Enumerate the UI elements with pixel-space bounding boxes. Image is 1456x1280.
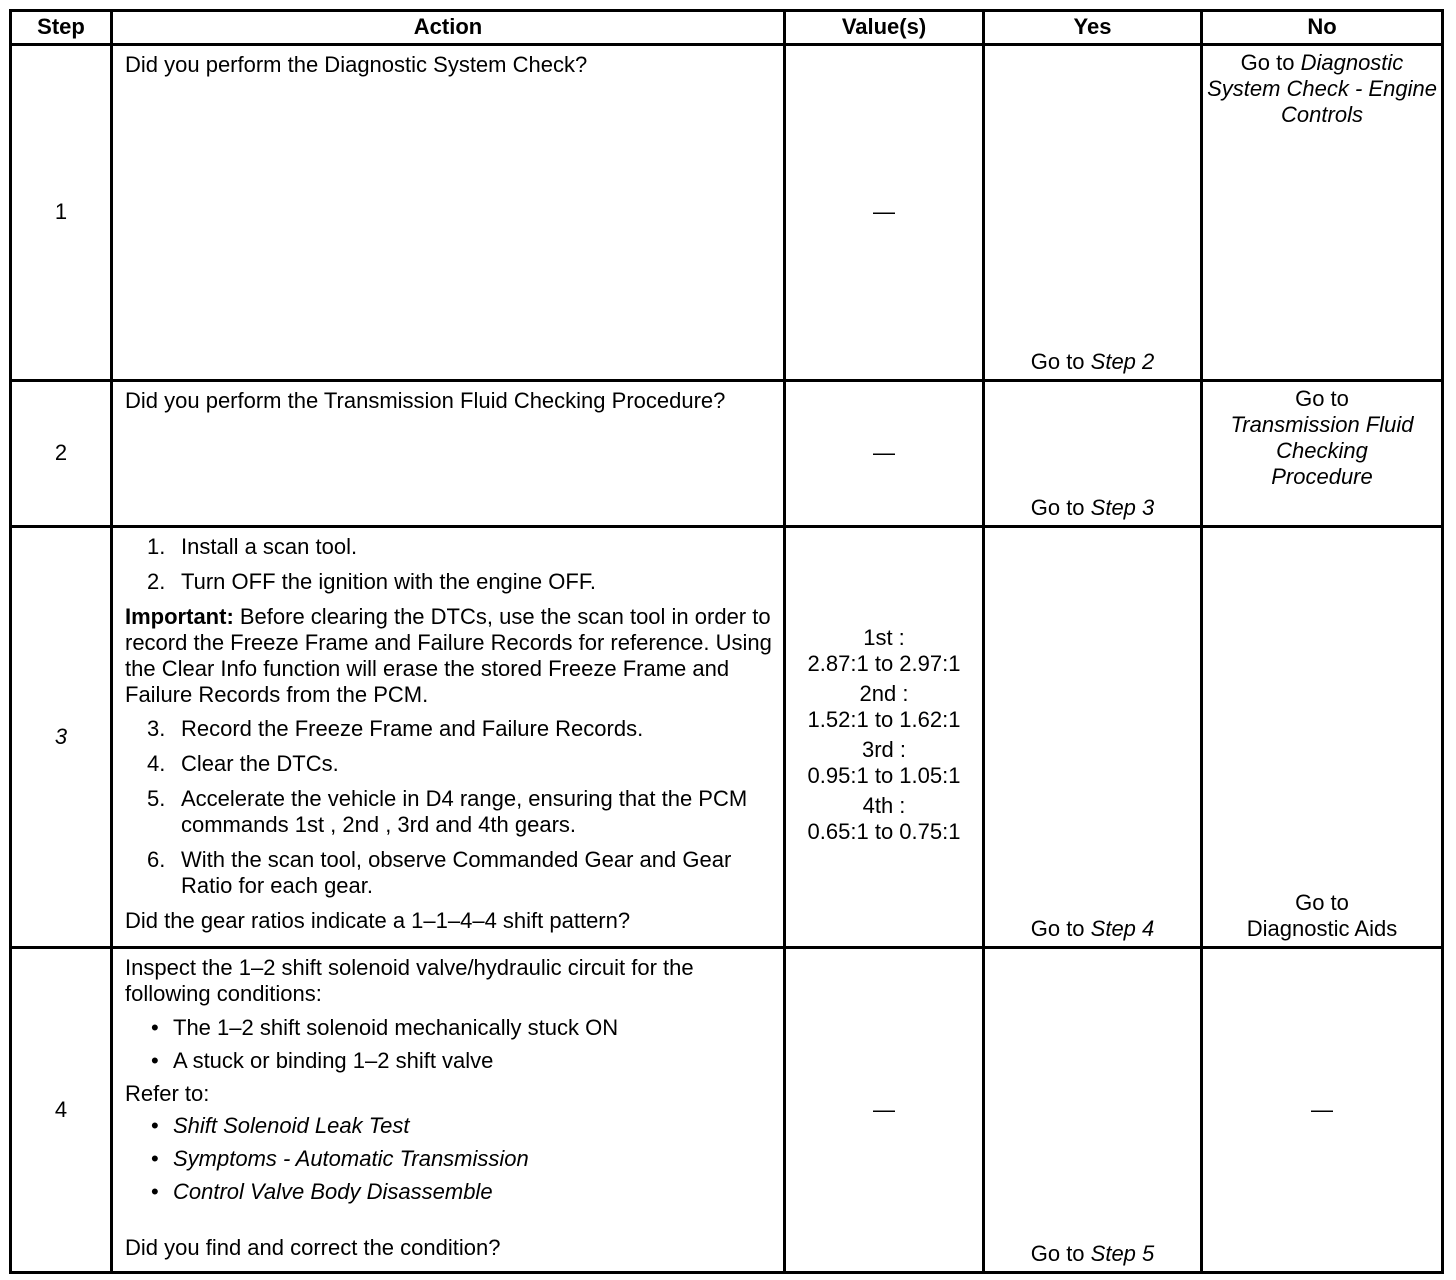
no-link[interactable]: Diagnostic System Check - Engine Controls	[1207, 49, 1437, 127]
refer-label: Refer to:	[125, 1080, 210, 1106]
value-dash: —	[873, 199, 895, 225]
no-prefix: Go to	[1240, 49, 1301, 75]
list-item: 2. Turn OFF the ignition with the engine OFF.	[147, 568, 596, 594]
diagnostic-table	[9, 9, 1444, 1274]
no-prefix: Go to	[1295, 386, 1349, 412]
list-item: 1. Install a scan tool.	[147, 533, 358, 559]
header-step: Step	[11, 11, 112, 45]
list-item: 5. Accelerate the vehicle in D4 range, ensuring that the PCM commands 1st , 2nd , 3rd and 4th gears.	[147, 785, 748, 837]
step-number: 4	[11, 947, 112, 1272]
value-cell	[785, 44, 984, 380]
value-cell	[785, 947, 984, 1272]
no-link[interactable]: Diagnostic Aids	[1246, 915, 1398, 941]
conditions-list	[125, 1015, 773, 1074]
yes-link[interactable]: Step 5	[1090, 1241, 1155, 1266]
list-item[interactable]: • Symptoms - Automatic Transmission	[151, 1145, 529, 1171]
no-link[interactable]: Transmission Fluid Checking Procedure	[1230, 412, 1414, 490]
action-text: Did you perform the Diagnostic System Check?	[125, 51, 588, 77]
yes-link[interactable]: Step 3	[1090, 494, 1155, 520]
list-item: 6. With the scan tool, observe Commanded Gear and Gear Ratio for each gear.	[147, 846, 732, 898]
step-number: 1	[11, 44, 112, 380]
action-cell	[112, 947, 785, 1272]
yes-cell	[984, 381, 1202, 527]
list-item[interactable]: • Shift Solenoid Leak Test	[151, 1112, 410, 1138]
no-cell	[1202, 381, 1443, 527]
references-list	[125, 1113, 773, 1205]
value-dash: —	[873, 440, 895, 466]
important-text: Before clearing the DTCs, use the scan tool in order to record the Freeze Frame and Failure Records for reference. Using the Clear Info function will erase the stored Freeze Frame and Failure Records from the PCM.	[125, 603, 772, 707]
action-question: Did the gear ratios indicate a 1–1–4–4 shift pattern?	[125, 907, 631, 933]
table-row	[11, 947, 1443, 1272]
yes-prefix: Go to	[1030, 915, 1091, 941]
gear-ratio-1st: 1st : 2.87:1 to 2.97:1	[807, 624, 961, 676]
header-row	[11, 11, 1443, 45]
value-dash: —	[873, 1096, 895, 1122]
header-no: No	[1202, 11, 1443, 45]
table-row	[11, 44, 1443, 380]
yes-prefix: Go to	[1030, 1241, 1091, 1266]
no-cell	[1202, 526, 1443, 947]
important-note	[125, 604, 773, 708]
gear-ratio-2nd: 2nd : 1.52:1 to 1.62:1	[807, 680, 961, 732]
list-item: 4. Clear the DTCs.	[147, 750, 339, 776]
table-row	[11, 526, 1443, 947]
important-label: Important:	[125, 603, 234, 629]
table-row	[11, 381, 1443, 527]
list-item: • A stuck or binding 1–2 shift valve	[151, 1047, 494, 1073]
no-dash: —	[1311, 1096, 1333, 1122]
value-cell	[785, 381, 984, 527]
action-cell	[112, 526, 785, 947]
yes-cell	[984, 44, 1202, 380]
yes-prefix: Go to	[1030, 494, 1091, 520]
yes-link[interactable]: Step 4	[1090, 915, 1155, 941]
yes-link[interactable]: Step 2	[1090, 349, 1155, 375]
header-yes: Yes	[984, 11, 1202, 45]
step-number: 2	[11, 381, 112, 527]
steps-list-b	[125, 716, 773, 899]
value-cell	[785, 526, 984, 947]
no-cell	[1202, 947, 1443, 1272]
list-item: • The 1–2 shift solenoid mechanically stuck ON	[151, 1014, 619, 1040]
steps-list-a	[125, 534, 773, 595]
action-intro: Inspect the 1–2 shift solenoid valve/hydraulic circuit for the following conditions:	[125, 954, 694, 1006]
no-cell	[1202, 44, 1443, 380]
header-values: Value(s)	[785, 11, 984, 45]
step-number: 3	[11, 526, 112, 947]
yes-prefix: Go to	[1030, 349, 1091, 375]
no-prefix: Go to	[1295, 889, 1349, 915]
action-cell	[112, 44, 785, 380]
action-question: Did you find and correct the condition?	[125, 1234, 501, 1260]
yes-cell	[984, 947, 1202, 1272]
list-item: 3. Record the Freeze Frame and Failure Records.	[147, 715, 644, 741]
list-item[interactable]: • Control Valve Body Disassemble	[151, 1178, 493, 1204]
action-cell	[112, 381, 785, 527]
gear-ratio-4th: 4th : 0.65:1 to 0.75:1	[807, 792, 961, 844]
action-text: Did you perform the Transmission Fluid Checking Procedure?	[125, 388, 726, 414]
header-action: Action	[112, 11, 785, 45]
yes-cell	[984, 526, 1202, 947]
gear-ratio-3rd: 3rd : 0.95:1 to 1.05:1	[807, 736, 961, 788]
